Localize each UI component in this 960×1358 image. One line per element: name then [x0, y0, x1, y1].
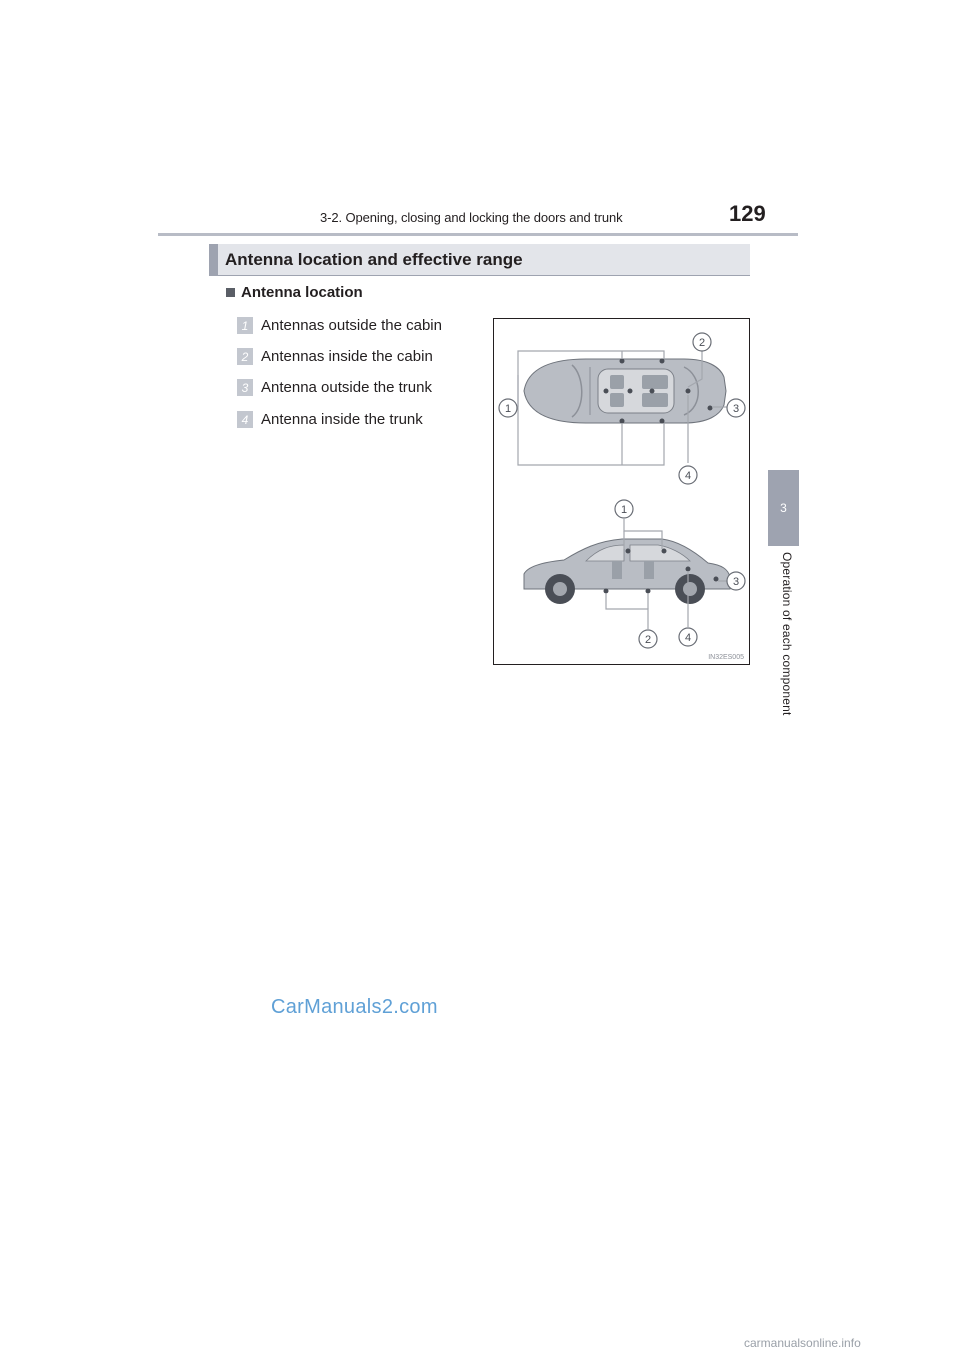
- number-badge: 1: [237, 317, 253, 334]
- callout-label: 3: [732, 403, 740, 415]
- list-item-text: Antenna outside the trunk: [261, 379, 432, 396]
- callout-label: 2: [698, 337, 706, 349]
- square-bullet-icon: [226, 288, 235, 297]
- subheading-text: Antenna location: [241, 284, 363, 301]
- header-rule: [158, 233, 798, 236]
- watermark-top: CarManuals2.com: [271, 996, 438, 1018]
- callout-4-side: [679, 628, 697, 646]
- list-item-text: Antennas outside the cabin: [261, 317, 442, 334]
- list-item-text: Antenna inside the trunk: [261, 411, 423, 428]
- page-number: 129: [729, 201, 766, 226]
- list-item: [237, 411, 423, 428]
- callout-label: 3: [732, 576, 740, 588]
- list-item: [237, 348, 433, 365]
- callout-2-side: [639, 630, 657, 648]
- car-side-view: [524, 519, 730, 629]
- callout-label: 1: [620, 504, 628, 516]
- chapter-label: Operation of each component: [780, 552, 794, 716]
- callout-1-side: [615, 500, 633, 518]
- callout-label: 4: [684, 632, 692, 644]
- list-item-text: Antennas inside the cabin: [261, 348, 433, 365]
- callout-1-top: [499, 399, 517, 417]
- chapter-number: 3: [780, 501, 787, 515]
- callout-3-side: [727, 572, 745, 590]
- number-badge: 4: [237, 411, 253, 428]
- subheading: [226, 284, 363, 301]
- antenna-diagram: [493, 318, 750, 665]
- callout-label: 2: [644, 634, 652, 646]
- watermark-bottom: carmanualsonline.info: [744, 1336, 861, 1350]
- callout-label: 4: [684, 470, 692, 482]
- callout-label: 1: [504, 403, 512, 415]
- antenna-diagram-svg: [494, 319, 749, 664]
- callout-2-top: [693, 333, 711, 351]
- list-item: [237, 317, 442, 334]
- list-item: [237, 379, 432, 396]
- chapter-tab: [768, 470, 799, 546]
- section-header: [209, 244, 750, 275]
- callout-4-top: [679, 466, 697, 484]
- number-badge: 3: [237, 379, 253, 396]
- car-top-view: [518, 351, 728, 465]
- figure-code: IN32ES005: [708, 654, 744, 661]
- callout-3-top: [727, 399, 745, 417]
- running-header-title: 3-2. Opening, closing and locking the doors and trunk: [320, 210, 623, 225]
- section-underline: [209, 275, 750, 276]
- number-badge: 2: [237, 348, 253, 365]
- section-title: Antenna location and effective range: [225, 249, 523, 269]
